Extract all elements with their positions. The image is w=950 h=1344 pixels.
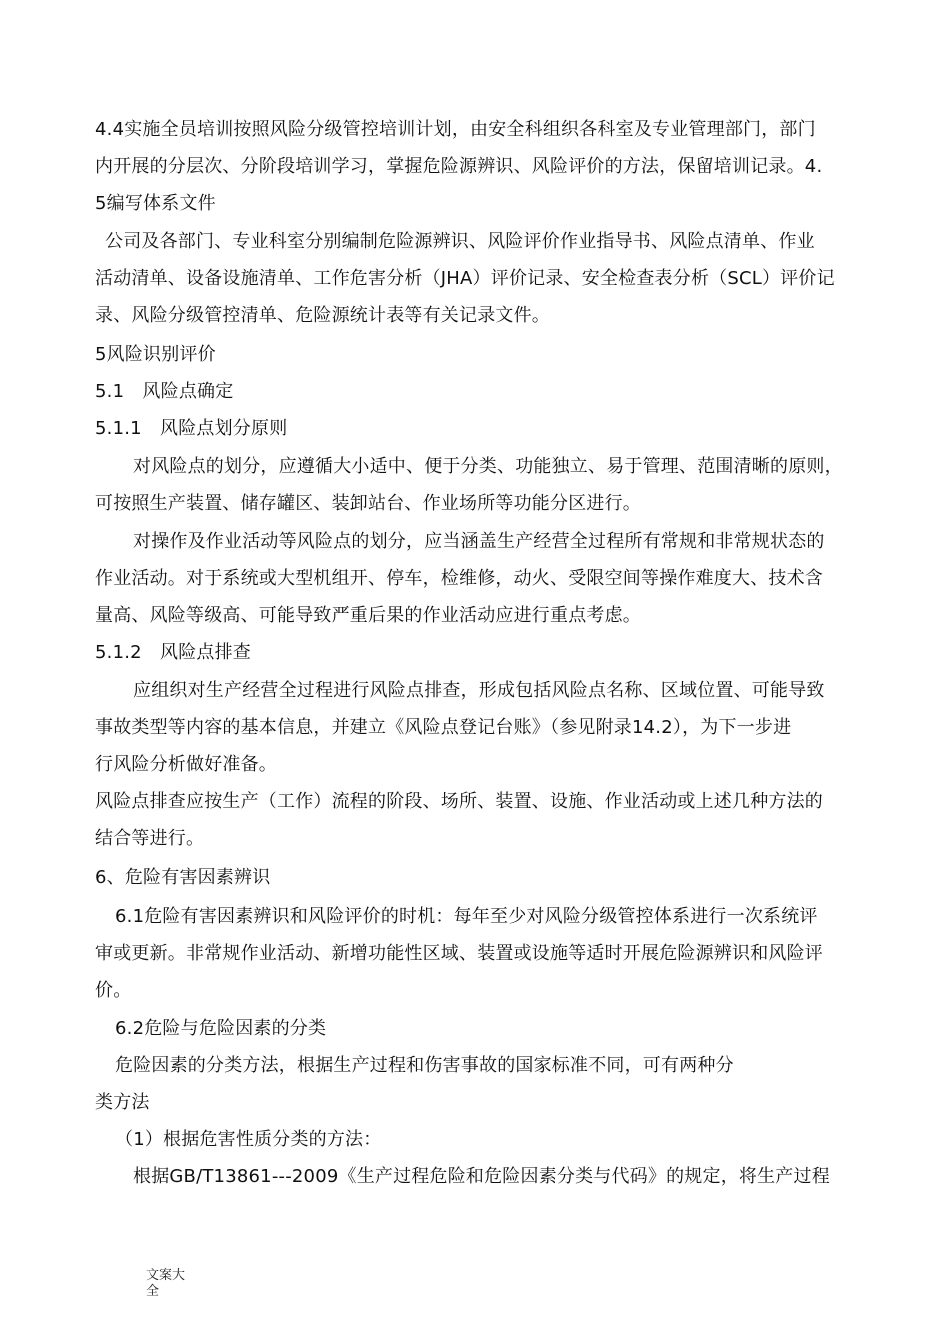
text-line: 4.4实施全员培训按照风险分级管控培训计划，由安全科组织各科室及专业管理部门，部门	[95, 119, 816, 140]
text-line: 行风险分析做好准备。	[95, 754, 277, 775]
text-line: 可按照生产装置、储存罐区、装卸站台、作业场所等功能分区进行。	[95, 493, 641, 514]
text-line: 结合等进行。	[95, 828, 205, 849]
text-line: 事故类型等内容的基本信息，并建立《风险点登记台账》（参见附录14.2），为下一步进	[95, 717, 792, 738]
section-heading: 5风险识别评价	[95, 344, 216, 365]
page-footer: 文案大全	[146, 1268, 186, 1299]
section-heading: 6、危险有害因素辨识	[95, 867, 271, 888]
section-heading: 5.1.1 风险点划分原则	[95, 418, 288, 439]
text-line: 量高、风险等级高、可能导致严重后果的作业活动应进行重点考虑。	[95, 605, 641, 626]
section-heading: 5.1.2 风险点排查	[95, 642, 251, 663]
text-line: 对操作及作业活动等风险点的划分，应当涵盖生产经营全过程所有常规和非常规状态的	[133, 531, 825, 552]
text-line: 内开展的分层次、分阶段培训学习，掌握危险源辨识、风险评价的方法，保留培训记录。4.	[95, 156, 823, 177]
text-line: 应组织对生产经营全过程进行风险点排查，形成包括风险点名称、区域位置、可能导致	[133, 680, 825, 701]
text-line: 风险点排查应按生产（工作）流程的阶段、场所、装置、设施、作业活动或上述几种方法的	[95, 791, 823, 812]
text-line: （1）根据危害性质分类的方法：	[115, 1129, 382, 1150]
text-line: 对风险点的划分，应遵循大小适中、便于分类、功能独立、易于管理、范围清晰的原则，	[133, 456, 843, 477]
text-line: 危险因素的分类方法，根据生产过程和伤害事故的国家标准不同，可有两种分	[115, 1055, 734, 1076]
text-line: 价。	[95, 980, 132, 1001]
text-line: 5编写体系文件	[95, 193, 216, 214]
text-line: 活动清单、设备设施清单、工作危害分析（JHA）评价记录、安全检查表分析（SCL）评价记	[95, 268, 835, 289]
text-line: 6.1危险有害因素辨识和风险评价的时机：每年至少对风险分级管控体系进行一次系统评	[115, 906, 818, 927]
text-line: 作业活动。对于系统或大型机组开、停车，检维修，动火、受限空间等操作难度大、技术含	[95, 568, 823, 589]
text-line: 类方法	[95, 1092, 150, 1113]
section-heading: 5.1 风险点确定	[95, 381, 234, 402]
section-heading: 6.2危险与危险因素的分类	[115, 1018, 327, 1039]
text-line: 审或更新。非常规作业活动、新增功能性区域、装置或设施等适时开展危险源辨识和风险评	[95, 943, 823, 964]
text-line: 公司及各部门、专业科室分别编制危险源辨识、风险评价作业指导书、风险点清单、作业	[105, 231, 815, 252]
text-line: 录、风险分级管控清单、危险源统计表等有关记录文件。	[95, 305, 550, 326]
text-line: 根据GB/T13861---2009《生产过程危险和危险因素分类与代码》的规定，将生产过程	[133, 1166, 830, 1187]
